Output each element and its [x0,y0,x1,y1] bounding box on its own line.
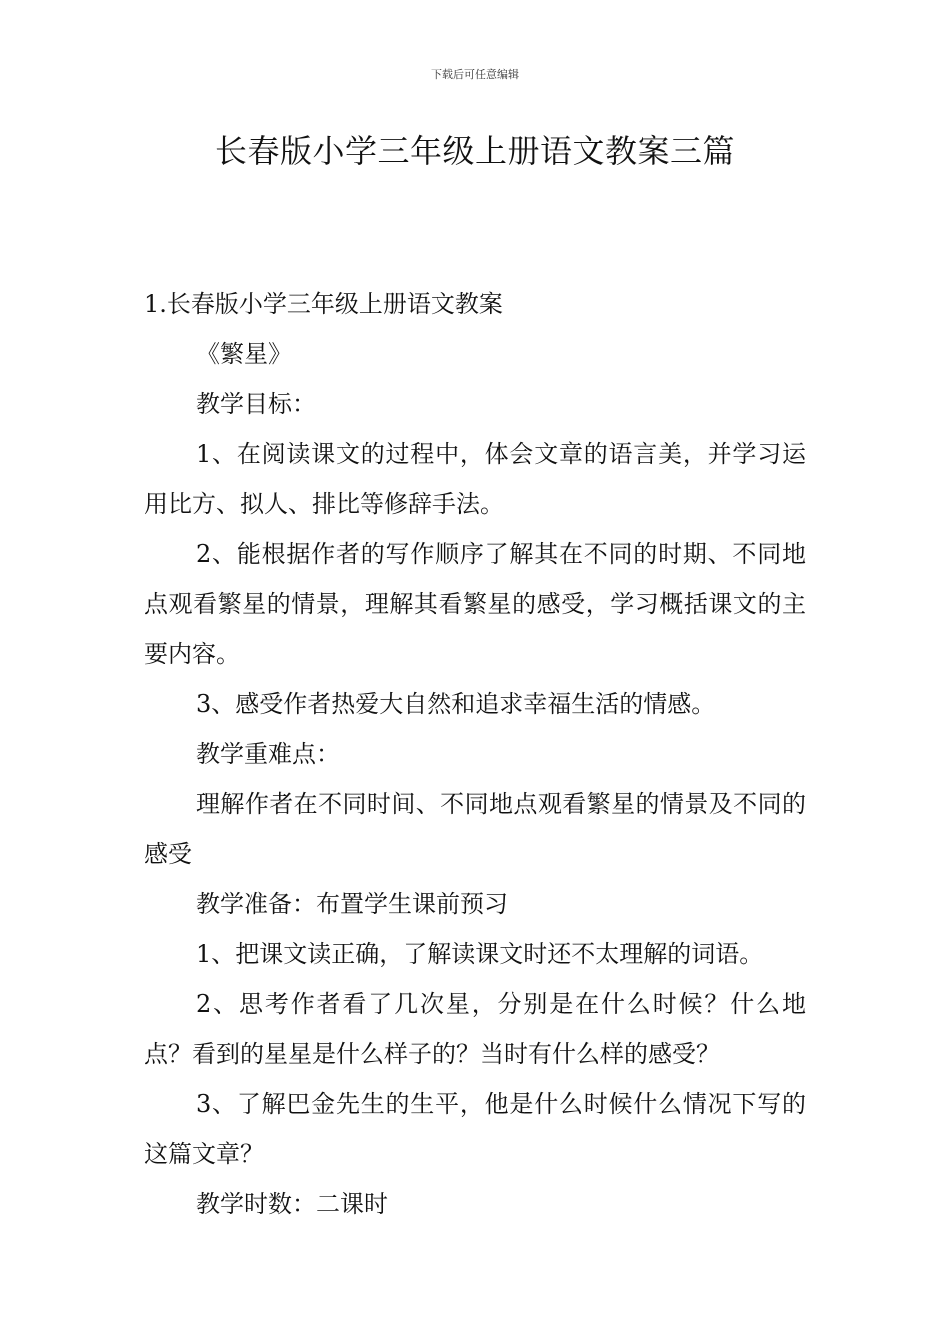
header-note: 下载后可任意编辑 [431,68,519,81]
paragraph-prep-3: 3、了解巴金先生的生平，他是什么时候什么情况下写的这篇文章？ [144,1090,806,1168]
document-body [144,279,806,1229]
paragraph-goals-heading: 教学目标： [196,390,316,418]
paragraph-section-heading: 1.长春版小学三年级上册语文教案 [144,290,503,318]
document-title: 长春版小学三年级上册语文教案三篇 [214,132,735,170]
paragraph-keypoints: 理解作者在不同时间、不同地点观看繁星的情景及不同的感受 [144,790,806,868]
paragraph-lesson-title: 《繁星》 [196,340,292,368]
paragraph-goal-2: 2、能根据作者的写作顺序了解其在不同的时期、不同地点观看繁星的情景，理解其看繁星的感受，学习概括课文的主要内容。 [144,540,806,668]
paragraph-keypoints-heading: 教学重难点： [196,740,340,768]
paragraph-goal-3: 3、感受作者热爱大自然和追求幸福生活的情感。 [196,690,716,718]
paragraph-class-hours: 教学时数：二课时 [196,1190,388,1218]
paragraph-prep-2: 2、思考作者看了几次星，分别是在什么时候？什么地点？看到的星星是什么样子的？当时有什么样的感受？ [144,990,806,1068]
paragraph-preparation: 教学准备：布置学生课前预习 [196,890,508,918]
paragraph-goal-1: 1、在阅读课文的过程中，体会文章的语言美，并学习运用比方、拟人、排比等修辞手法。 [144,440,806,518]
paragraph-prep-1: 1、把课文读正确，了解读课文时还不太理解的词语。 [196,940,764,968]
